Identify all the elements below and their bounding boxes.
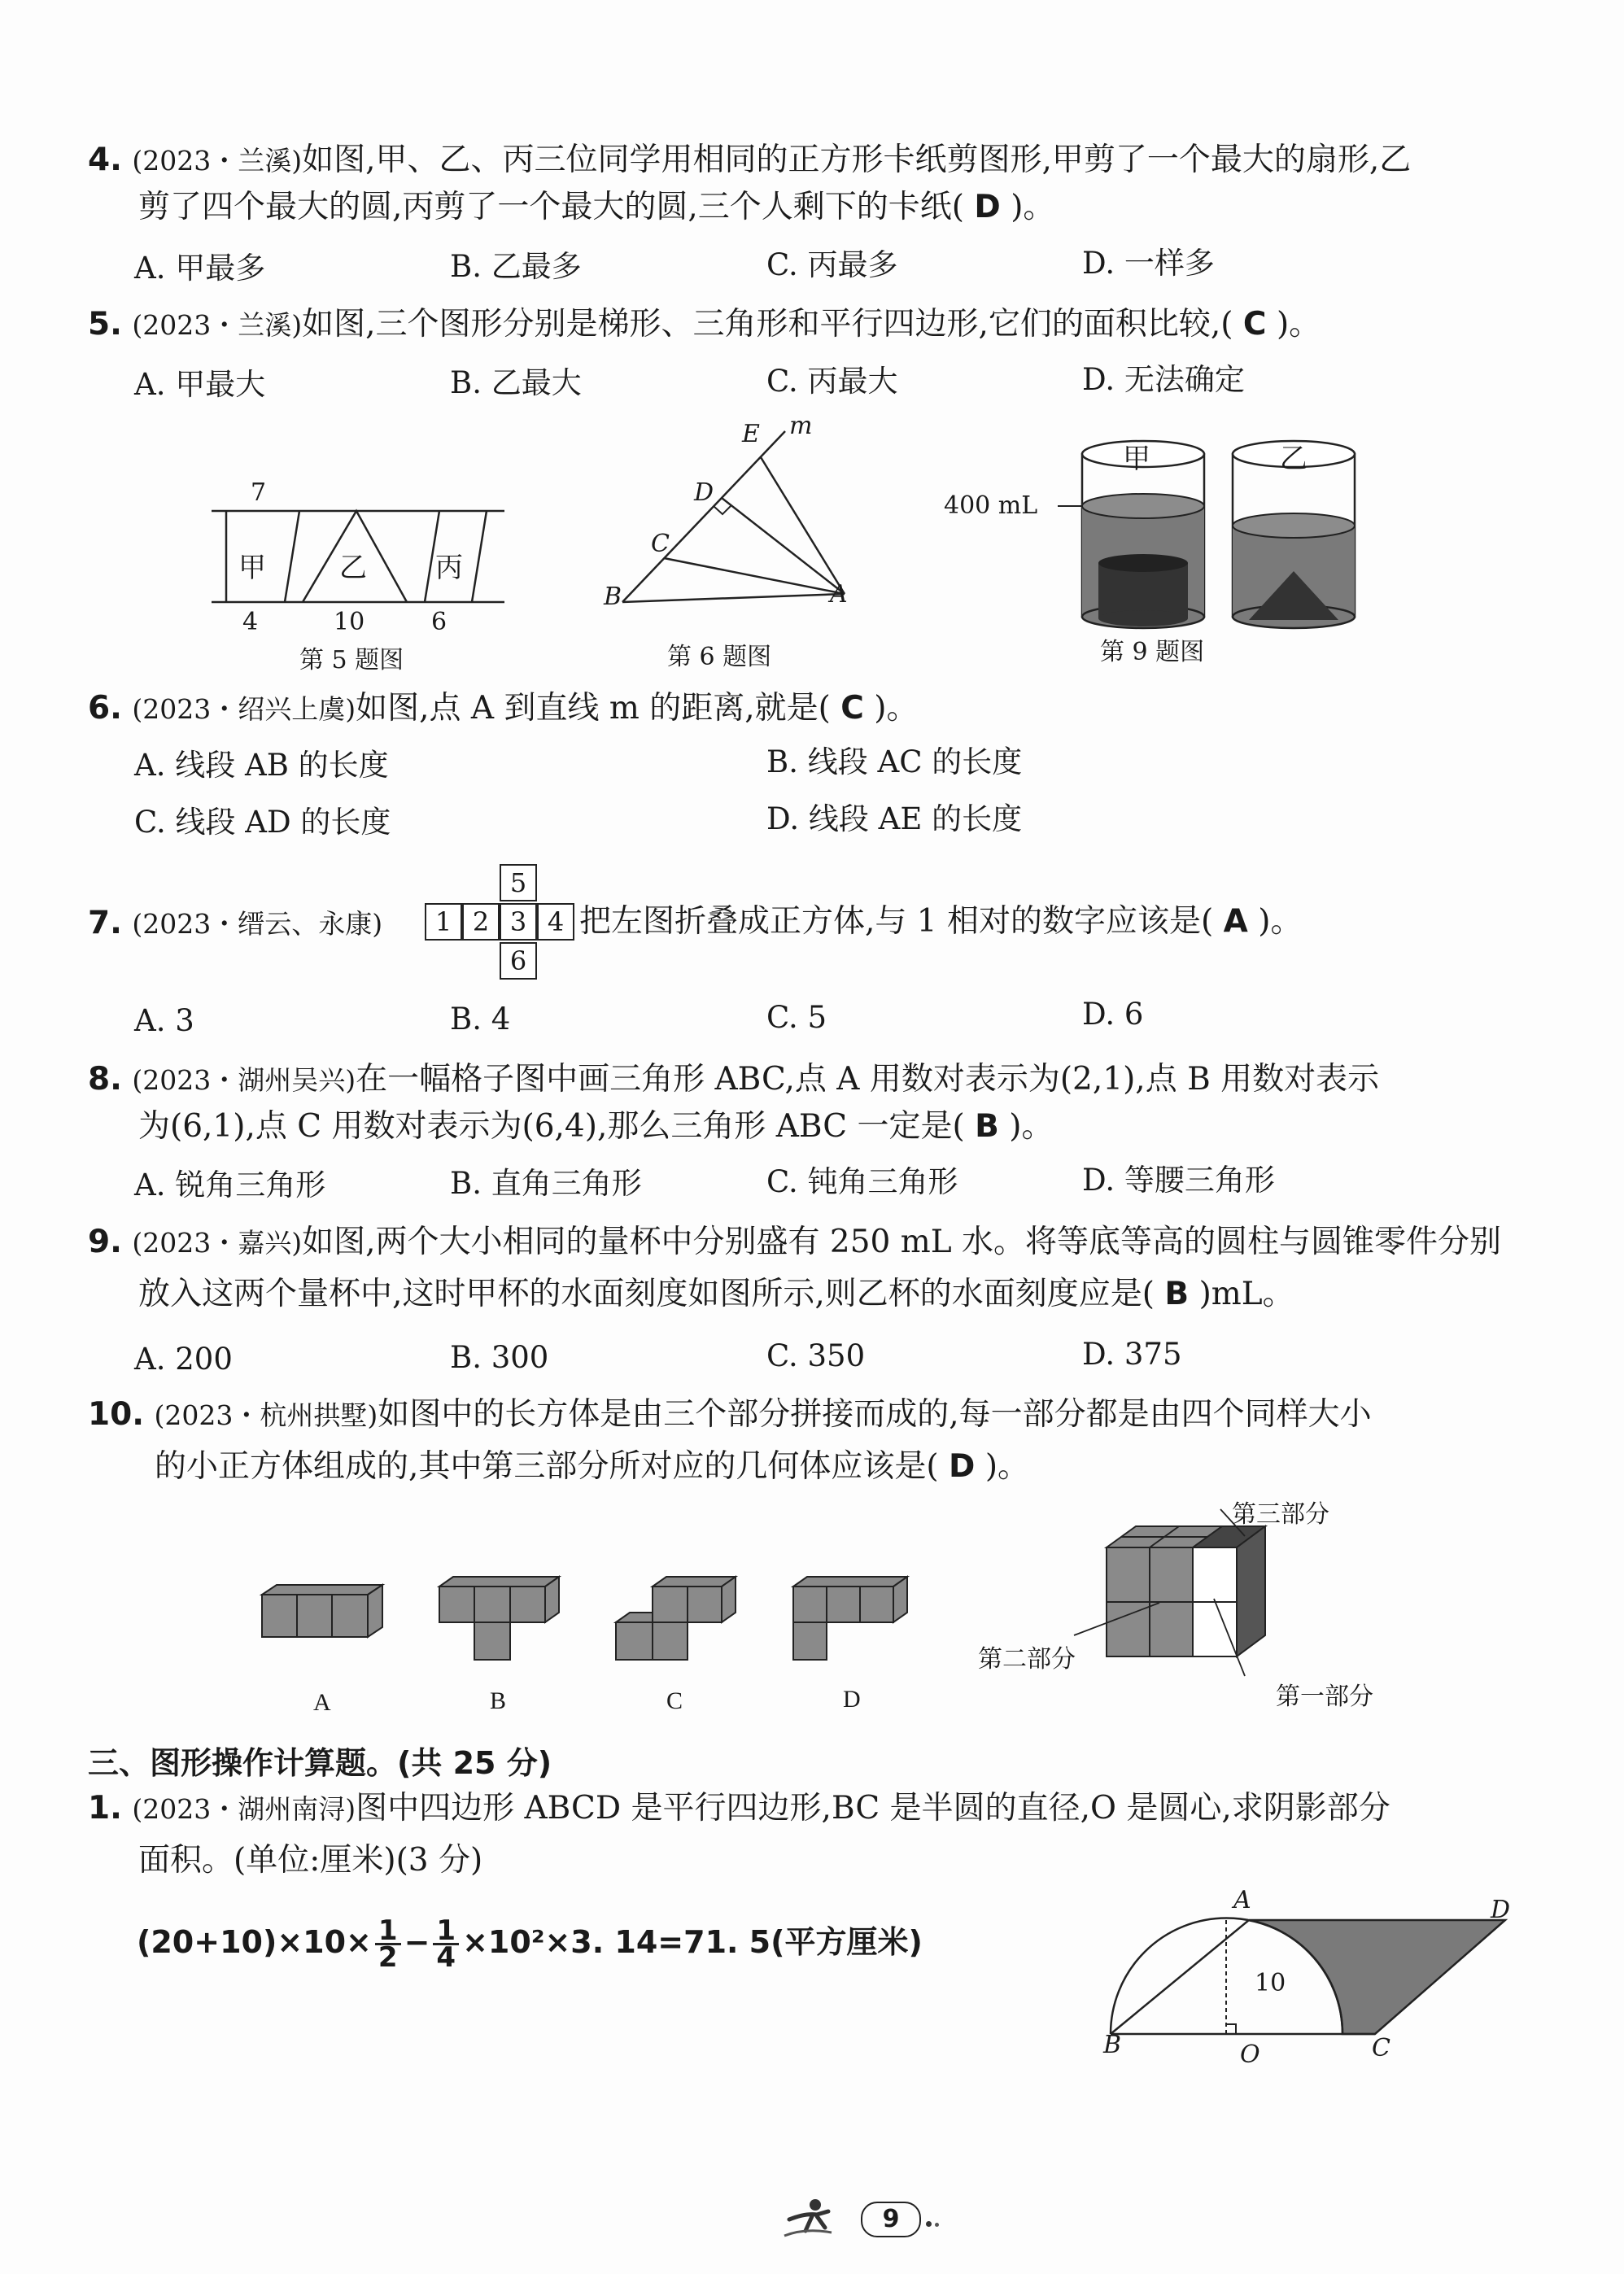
q9-number: 9.	[88, 1224, 122, 1260]
page-number-badge	[861, 2202, 921, 2237]
q8-option-a: A. 锐角三角形	[134, 1168, 326, 1202]
q9-text2: 放入这两个量杯中,这时甲杯的水面刻度如图所示,则乙杯的水面刻度应是(	[138, 1276, 1155, 1312]
s3q1-label-height: 10	[1255, 1969, 1286, 1997]
q6-number: 6.	[88, 690, 122, 727]
net-cell-4: 4	[537, 903, 574, 941]
q10-line2	[155, 1447, 1029, 1487]
q9-line2	[138, 1274, 1294, 1315]
fig6-label-e: E	[742, 420, 760, 448]
q9-option-a: A. 200	[134, 1342, 233, 1377]
q10-answer: D	[949, 1448, 976, 1485]
fig6-caption: 第 6 题图	[667, 643, 772, 671]
q4-text1: 如图,甲、乙、丙三位同学用相同的正方形卡纸剪图形,甲剪了一个最大的扇形,乙	[302, 142, 1412, 178]
fig5-label-jia: 甲	[238, 552, 266, 584]
q8-line1	[88, 1059, 1379, 1101]
q9-option-b: B. 300	[450, 1340, 549, 1375]
q9-answer: B	[1164, 1276, 1190, 1312]
q4-option-a: A. 甲最多	[134, 251, 266, 286]
fraction-half	[375, 1914, 401, 1974]
q9-source: (2023・嘉兴)	[132, 1227, 303, 1259]
net-cell-1: 1	[425, 903, 462, 941]
q8-text1: 在一幅格子图中画三角形 ABC,点 A 用数对表示为(2,1),点 B 用数对表示	[356, 1061, 1380, 1098]
figure-9	[1058, 431, 1399, 635]
q5-option-c: C. 丙最大	[766, 364, 898, 399]
q9-option-c: C. 350	[766, 1338, 866, 1373]
q4-text2-end: )。	[1011, 189, 1055, 225]
q5-option-b: B. 乙最大	[450, 365, 582, 400]
net-cell-top: 5	[500, 864, 537, 901]
fig6-label-m: m	[789, 412, 813, 440]
q4-option-c: C. 丙最多	[766, 247, 898, 282]
q7-line1-text	[579, 901, 1302, 942]
q9-line1	[88, 1222, 1501, 1264]
net-cell-3: 3	[500, 903, 537, 941]
q10-cuboid-figure	[976, 1505, 1318, 1709]
q5-answer: C	[1242, 306, 1267, 343]
q9-text2-end: )mL。	[1198, 1276, 1294, 1312]
work-part-c: ×10²×3. 14=71. 5(平方厘米)	[462, 1924, 923, 1960]
q7-answer: A	[1223, 903, 1248, 940]
fraction-half-numerator: 1	[375, 1918, 401, 1945]
q10-choice-d-label: D	[843, 1686, 861, 1713]
q5-text-end: )。	[1276, 306, 1321, 343]
q5-source: (2023・兰溪)	[132, 309, 303, 341]
fig5-bottom-label-1: 4	[242, 608, 259, 636]
q10-choice-c-figure	[612, 1572, 750, 1678]
q7-source: (2023・缙云、永康)	[132, 908, 383, 940]
s3q1-label-c: C	[1372, 2034, 1390, 2062]
q9-text1: 如图,两个大小相同的量杯中分别盛有 250 mL 水。将等底等高的圆柱与圆锥零件分别	[302, 1224, 1502, 1260]
q8-option-d: D. 等腰三角形	[1082, 1163, 1275, 1198]
q4-option-b: B. 乙最多	[450, 249, 582, 284]
work-part-b: −	[404, 1924, 430, 1960]
q7-option-c: C. 5	[766, 1000, 827, 1035]
q4-line2	[138, 187, 1054, 228]
net-cell-2: 2	[462, 903, 500, 941]
q7-option-d: D. 6	[1082, 997, 1144, 1032]
q4-line1	[88, 140, 1411, 181]
q7-option-b: B. 4	[450, 1002, 511, 1037]
q9-option-d: D. 375	[1082, 1337, 1182, 1372]
q10-choice-b-figure	[435, 1572, 574, 1678]
fraction-half-denominator: 2	[378, 1941, 398, 1974]
fig5-bottom-label-3: 6	[431, 608, 447, 636]
s3q1-source: (2023・湖州南浔)	[132, 1793, 356, 1825]
q7-line1	[88, 903, 382, 945]
runner-logo-icon	[781, 2195, 838, 2244]
q8-number: 8.	[88, 1061, 122, 1098]
q10-choice-a-label: A	[313, 1689, 331, 1716]
q5-text: 如图,三个图形分别是梯形、三角形和平行四边形,它们的面积比较,(	[302, 306, 1233, 343]
fraction-quarter	[433, 1914, 459, 1974]
fig9-level-label: 400 mL	[944, 491, 1038, 520]
s3q1-label-o: O	[1240, 2040, 1260, 2069]
q10-part2-label: 第二部分	[978, 1645, 1076, 1674]
fig9-caption: 第 9 题图	[1100, 638, 1205, 666]
fig5-caption: 第 5 题图	[299, 646, 404, 674]
q8-option-c: C. 钝角三角形	[766, 1164, 958, 1199]
net-cell-bottom: 6	[500, 942, 537, 980]
q7-text-end: )。	[1258, 903, 1303, 940]
q10-source: (2023・杭州拱墅)	[154, 1399, 378, 1431]
q5-option-d: D. 无法确定	[1082, 362, 1245, 397]
fig9-cup-label-jia: 甲	[1123, 443, 1150, 475]
q8-source: (2023・湖州吴兴)	[132, 1064, 356, 1096]
q8-line2	[138, 1106, 1054, 1147]
q6-line1	[88, 688, 919, 730]
s3q1-figure	[1107, 1896, 1513, 2058]
fig9-cup-label-yi: 乙	[1280, 443, 1307, 475]
footer-dots	[926, 2215, 939, 2230]
q7-option-a: A. 3	[134, 1003, 194, 1038]
q6-option-c: C. 线段 AD 的长度	[134, 805, 391, 840]
q10-choice-c-label: C	[666, 1687, 683, 1714]
q6-option-a: A. 线段 AB 的长度	[134, 748, 389, 783]
q10-text1: 如图中的长方体是由三个部分拼接而成的,每一部分都是由四个同样大小	[378, 1396, 1372, 1433]
s3q1-label-a: A	[1233, 1886, 1251, 1914]
s3q1-label-b: B	[1103, 2031, 1122, 2059]
q8-answer: B	[975, 1108, 999, 1145]
fig6-label-a: A	[830, 580, 848, 609]
q7-text: 把左图折叠成正方体,与 1 相对的数字应该是(	[579, 903, 1214, 940]
s3q1-number: 1.	[88, 1790, 122, 1827]
q6-source: (2023・绍兴上虞)	[132, 693, 356, 725]
fraction-quarter-numerator: 1	[433, 1918, 459, 1945]
q6-text: 如图,点 A 到直线 m 的距离,就是(	[356, 690, 831, 727]
fig6-label-b: B	[604, 583, 622, 611]
q7-number: 7.	[88, 905, 122, 941]
s3q1-line1	[88, 1788, 1390, 1830]
q6-answer: C	[840, 690, 864, 727]
q8-text2-end: )。	[1009, 1108, 1054, 1145]
q4-option-d: D. 一样多	[1082, 246, 1215, 281]
fig6-label-c: C	[651, 530, 670, 558]
q10-choice-a-figure	[252, 1578, 391, 1676]
page-number: 9	[882, 2205, 900, 2233]
q10-text2: 的小正方体组成的,其中第三部分所对应的几何体应该是(	[155, 1448, 939, 1485]
fraction-quarter-denominator: 4	[436, 1941, 456, 1974]
q4-source: (2023・兰溪)	[132, 145, 303, 177]
q10-number: 10.	[88, 1396, 145, 1433]
figure-6	[586, 415, 862, 626]
fig6-label-d: D	[694, 478, 714, 507]
fig5-label-bing: 丙	[435, 552, 463, 584]
q4-text2: 剪了四个最大的圆,丙剪了一个最大的圆,三个人剩下的卡纸(	[138, 189, 965, 225]
q8-text2: 为(6,1),点 C 用数对表示为(6,4),那么三角形 ABC 一定是(	[138, 1108, 965, 1145]
s3q1-label-d: D	[1491, 1896, 1511, 1924]
q8-option-b: B. 直角三角形	[450, 1166, 642, 1201]
q5-line1	[88, 304, 1321, 346]
s3q1-line2: 面积。(单位:厘米)(3 分)	[138, 1842, 483, 1879]
q10-line1	[88, 1395, 1372, 1436]
s3q1-text1: 图中四边形 ABCD 是平行四边形,BC 是半圆的直径,O 是圆心,求阴影部分	[356, 1790, 1390, 1827]
q4-answer: D	[974, 189, 1001, 225]
q6-option-d: D. 线段 AE 的长度	[766, 801, 1023, 836]
work-part-a: (20+10)×10×	[137, 1924, 372, 1960]
q10-choice-b-label: B	[490, 1687, 507, 1714]
q6-option-b: B. 线段 AC 的长度	[766, 744, 1023, 779]
q10-choice-d-figure	[789, 1572, 928, 1678]
section-3-title: 三、图形操作计算题。(共 25 分)	[88, 1745, 552, 1781]
fig5-label-yi: 乙	[339, 552, 367, 584]
fig5-top-label: 7	[251, 478, 267, 507]
q5-option-a: A. 甲最大	[134, 367, 266, 402]
fig5-bottom-label-2: 10	[334, 608, 365, 636]
q10-text2-end: )。	[984, 1448, 1030, 1485]
q5-number: 5.	[88, 306, 122, 343]
s3q1-working	[137, 1914, 923, 1974]
q6-text-end: )。	[874, 690, 919, 727]
q4-number: 4.	[88, 142, 122, 178]
q10-part1-label: 第一部分	[1276, 1683, 1373, 1711]
q10-part3-label: 第三部分	[1232, 1500, 1329, 1529]
